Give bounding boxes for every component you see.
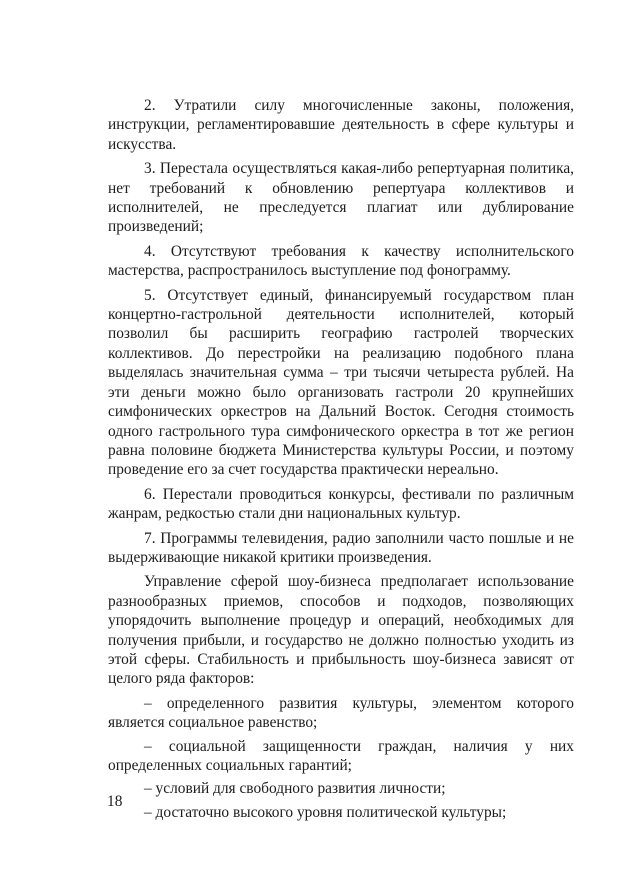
list-item-culture: – определенного развития культуры, элементом которого является социальное равенство; bbox=[108, 694, 574, 732]
paragraph-item-4: 4. Отсутствуют требования к качеству исполнительского мастерства, распространилось выступление под фонограмму. bbox=[108, 242, 574, 280]
list-item-political-culture: – достаточно высокого уровня политической культуры; bbox=[144, 803, 507, 821]
body-text bbox=[108, 96, 574, 826]
paragraph-item-6: 6. Перестали проводиться конкурсы, фестивали по различным жанрам, редкостью стали дни национальных культур. bbox=[108, 485, 574, 523]
paragraph-show-business: Управление сферой шоу-бизнеса предполагает использование разнообразных приемов, способов и подходов, позволяющих упорядочить выполнение процедур и операций, необходимых для получения прибыли, и государство не должно полностью уходить из этой сферы. Стабильность и прибыльность шоу-бизнеса зависят от целого ряда факторов: bbox=[108, 573, 574, 688]
page-number: 18 bbox=[107, 793, 123, 810]
paragraph-item-7: 7. Программы телевидения, радио заполнили часто пошлые и не выдерживающие никакой критики произведения. bbox=[108, 529, 574, 566]
paragraph-item-2: 2. Утратили силу многочисленные законы, положения, инструкции, регламентировавшие деятельность в сфере культуры и искусства. bbox=[108, 97, 574, 153]
paragraph-item-5: 5. Отсутствует единый, финансируемый государством план концертно-гастрольной деятельности исполнителей, который позволил бы расширить географию гастролей творческих коллективов. До перестройки на реализацию подобного плана выделялась значительная сумма – три тысячи четыреста рублей. На эти деньги можно было организовать гастроли 20 крупнейших симфонических оркестров на Дальний Восток. Сегодня стоимость одного гастрольного тура симфонического оркестра в тот же регион равна половине бюджета Министерства культуры России, и поэтому проведение его за счет государства практически нереально. bbox=[108, 286, 574, 479]
paragraph-item-3: 3. Перестала осуществляться какая-либо репертуарная политика, нет требований к обновлению репертуара коллективов и исполнителей, не преследуется плагиат или дублирование произведений; bbox=[108, 160, 574, 236]
list-item-personal-development: – условий для свободного развития личности; bbox=[144, 780, 446, 798]
list-item-social-protection: – социальной защищенности граждан, наличия у них определенных социальных гарантий; bbox=[108, 737, 574, 774]
